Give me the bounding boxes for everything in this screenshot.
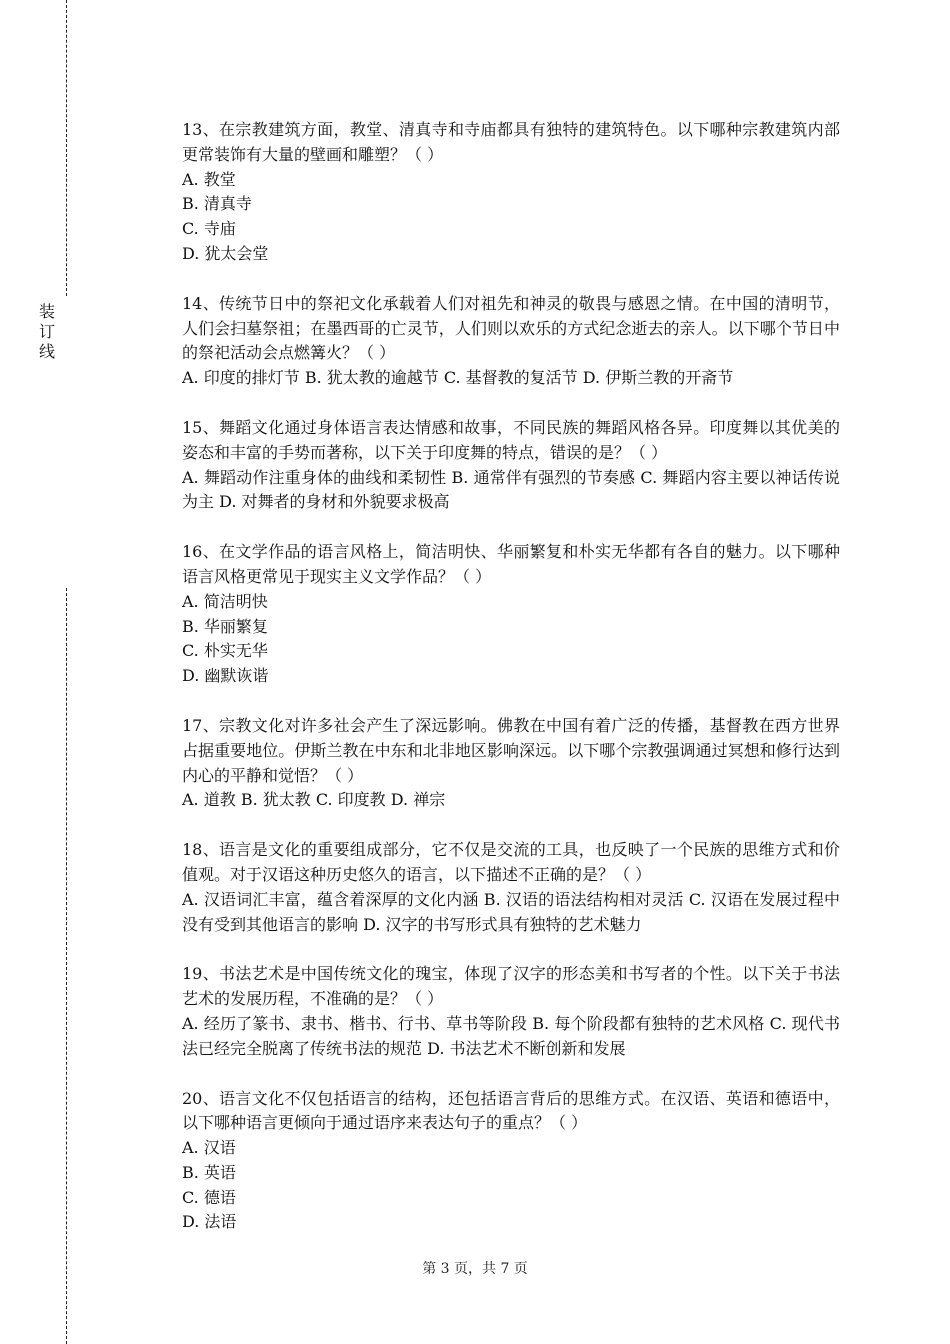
binding-label <box>37 302 57 362</box>
option-c: C. 朴实无华 <box>182 641 268 661</box>
options-inline: A. 道教 B. 犹太教 C. 印度教 D. 禅宗 <box>182 790 446 810</box>
question-stem: 14、传统节日中的祭祀文化承载着人们对祖先和神灵的敬畏与感恩之情。在中国的清明节，人们会扫墓祭祖；在墨西哥的亡灵节，人们则以欢乐的方式纪念逝去的亲人。以下哪个节日中的祭祀活动会点燃篝火？（ ） <box>182 293 840 363</box>
question-stem: 16、在文学作品的语言风格上，简洁明快、华丽繁复和朴实无华都有各自的魅力。以下哪种语言风格更常见于现实主义文学作品？（ ） <box>182 542 840 586</box>
question-13 <box>182 118 840 267</box>
option-d: D. 法语 <box>182 1212 237 1232</box>
option-a: A. 简洁明快 <box>182 591 268 611</box>
options-inline: A. 印度的排灯节 B. 犹太教的逾越节 C. 基督教的复活节 D. 伊斯兰教的开斋节 <box>182 368 734 388</box>
option-a: A. 教堂 <box>182 169 236 189</box>
option-b: B. 华丽繁复 <box>182 616 268 636</box>
question-19 <box>182 962 840 1061</box>
binding-dashed-line-top <box>66 0 67 296</box>
options-inline: A. 汉语词汇丰富，蕴含着深厚的文化内涵 B. 汉语的语法结构相对灵活 C. 汉语在发展过程中没有受到其他语言的影响 D. 汉字的书写形式具有独特的艺术魅力 <box>182 889 840 934</box>
page-number-footer: 第 3 页，共 7 页 <box>422 1261 528 1277</box>
question-list <box>182 118 840 1260</box>
binding-dashed-line-bottom <box>66 588 67 1344</box>
option-c: C. 德语 <box>182 1187 236 1207</box>
binding-label-char: 线 <box>38 342 55 361</box>
option-b: B. 清真寺 <box>182 194 252 214</box>
question-stem: 17、宗教文化对许多社会产生了深远影响。佛教在中国有着广泛的传播，基督教在西方世界占据重要地位。伊斯兰教在中东和北非地区影响深远。以下哪个宗教强调通过冥想和修行达到内心的平静和觉悟？（ ） <box>182 715 840 785</box>
question-stem: 20、语言文化不仅包括语言的结构，还包括语言背后的思维方式。在汉语、英语和德语中，以下哪种语言更倾向于通过语序来表达句子的重点？（ ） <box>182 1088 840 1133</box>
binding-label-char: 装 <box>38 302 55 321</box>
question-15 <box>182 416 840 515</box>
question-stem: 13、在宗教建筑方面，教堂、清真寺和寺庙都具有独特的建筑特色。以下哪种宗教建筑内部更常装饰有大量的壁画和雕塑？（ ） <box>182 120 840 164</box>
options-inline: A. 经历了篆书、隶书、楷书、行书、草书等阶段 B. 每个阶段都有独特的艺术风格 C. 现代书法已经完全脱离了传统书法的规范 D. 书法艺术不断创新和发展 <box>182 1013 840 1058</box>
question-17 <box>182 714 840 813</box>
options-inline: A. 舞蹈动作注重身体的曲线和柔韧性 B. 通常伴有强烈的节奏感 C. 舞蹈内容主要以神话传说为主 D. 对舞者的身材和外貌要求极高 <box>182 467 840 512</box>
option-b: B. 英语 <box>182 1162 236 1182</box>
option-a: A. 汉语 <box>182 1138 236 1158</box>
question-20 <box>182 1087 840 1236</box>
question-stem: 18、语言是文化的重要组成部分，它不仅是交流的工具，也反映了一个民族的思维方式和价值观。对于汉语这种历史悠久的语言，以下描述不正确的是？（ ） <box>182 840 840 884</box>
question-stem: 19、书法艺术是中国传统文化的瑰宝，体现了汉字的形态美和书写者的个性。以下关于书法艺术的发展历程，不准确的是？（ ） <box>182 964 840 1009</box>
option-d: D. 幽默诙谐 <box>182 666 269 686</box>
option-c: C. 寺庙 <box>182 219 236 239</box>
option-d: D. 犹太会堂 <box>182 243 269 263</box>
question-16 <box>182 540 840 689</box>
question-14 <box>182 292 840 391</box>
question-stem: 15、舞蹈文化通过身体语言表达情感和故事，不同民族的舞蹈风格各异。印度舞以其优美的姿态和丰富的手势而著称，以下关于印度舞的特点，错误的是？（ ） <box>182 417 840 462</box>
binding-label-char: 订 <box>38 322 55 341</box>
question-18 <box>182 838 840 937</box>
